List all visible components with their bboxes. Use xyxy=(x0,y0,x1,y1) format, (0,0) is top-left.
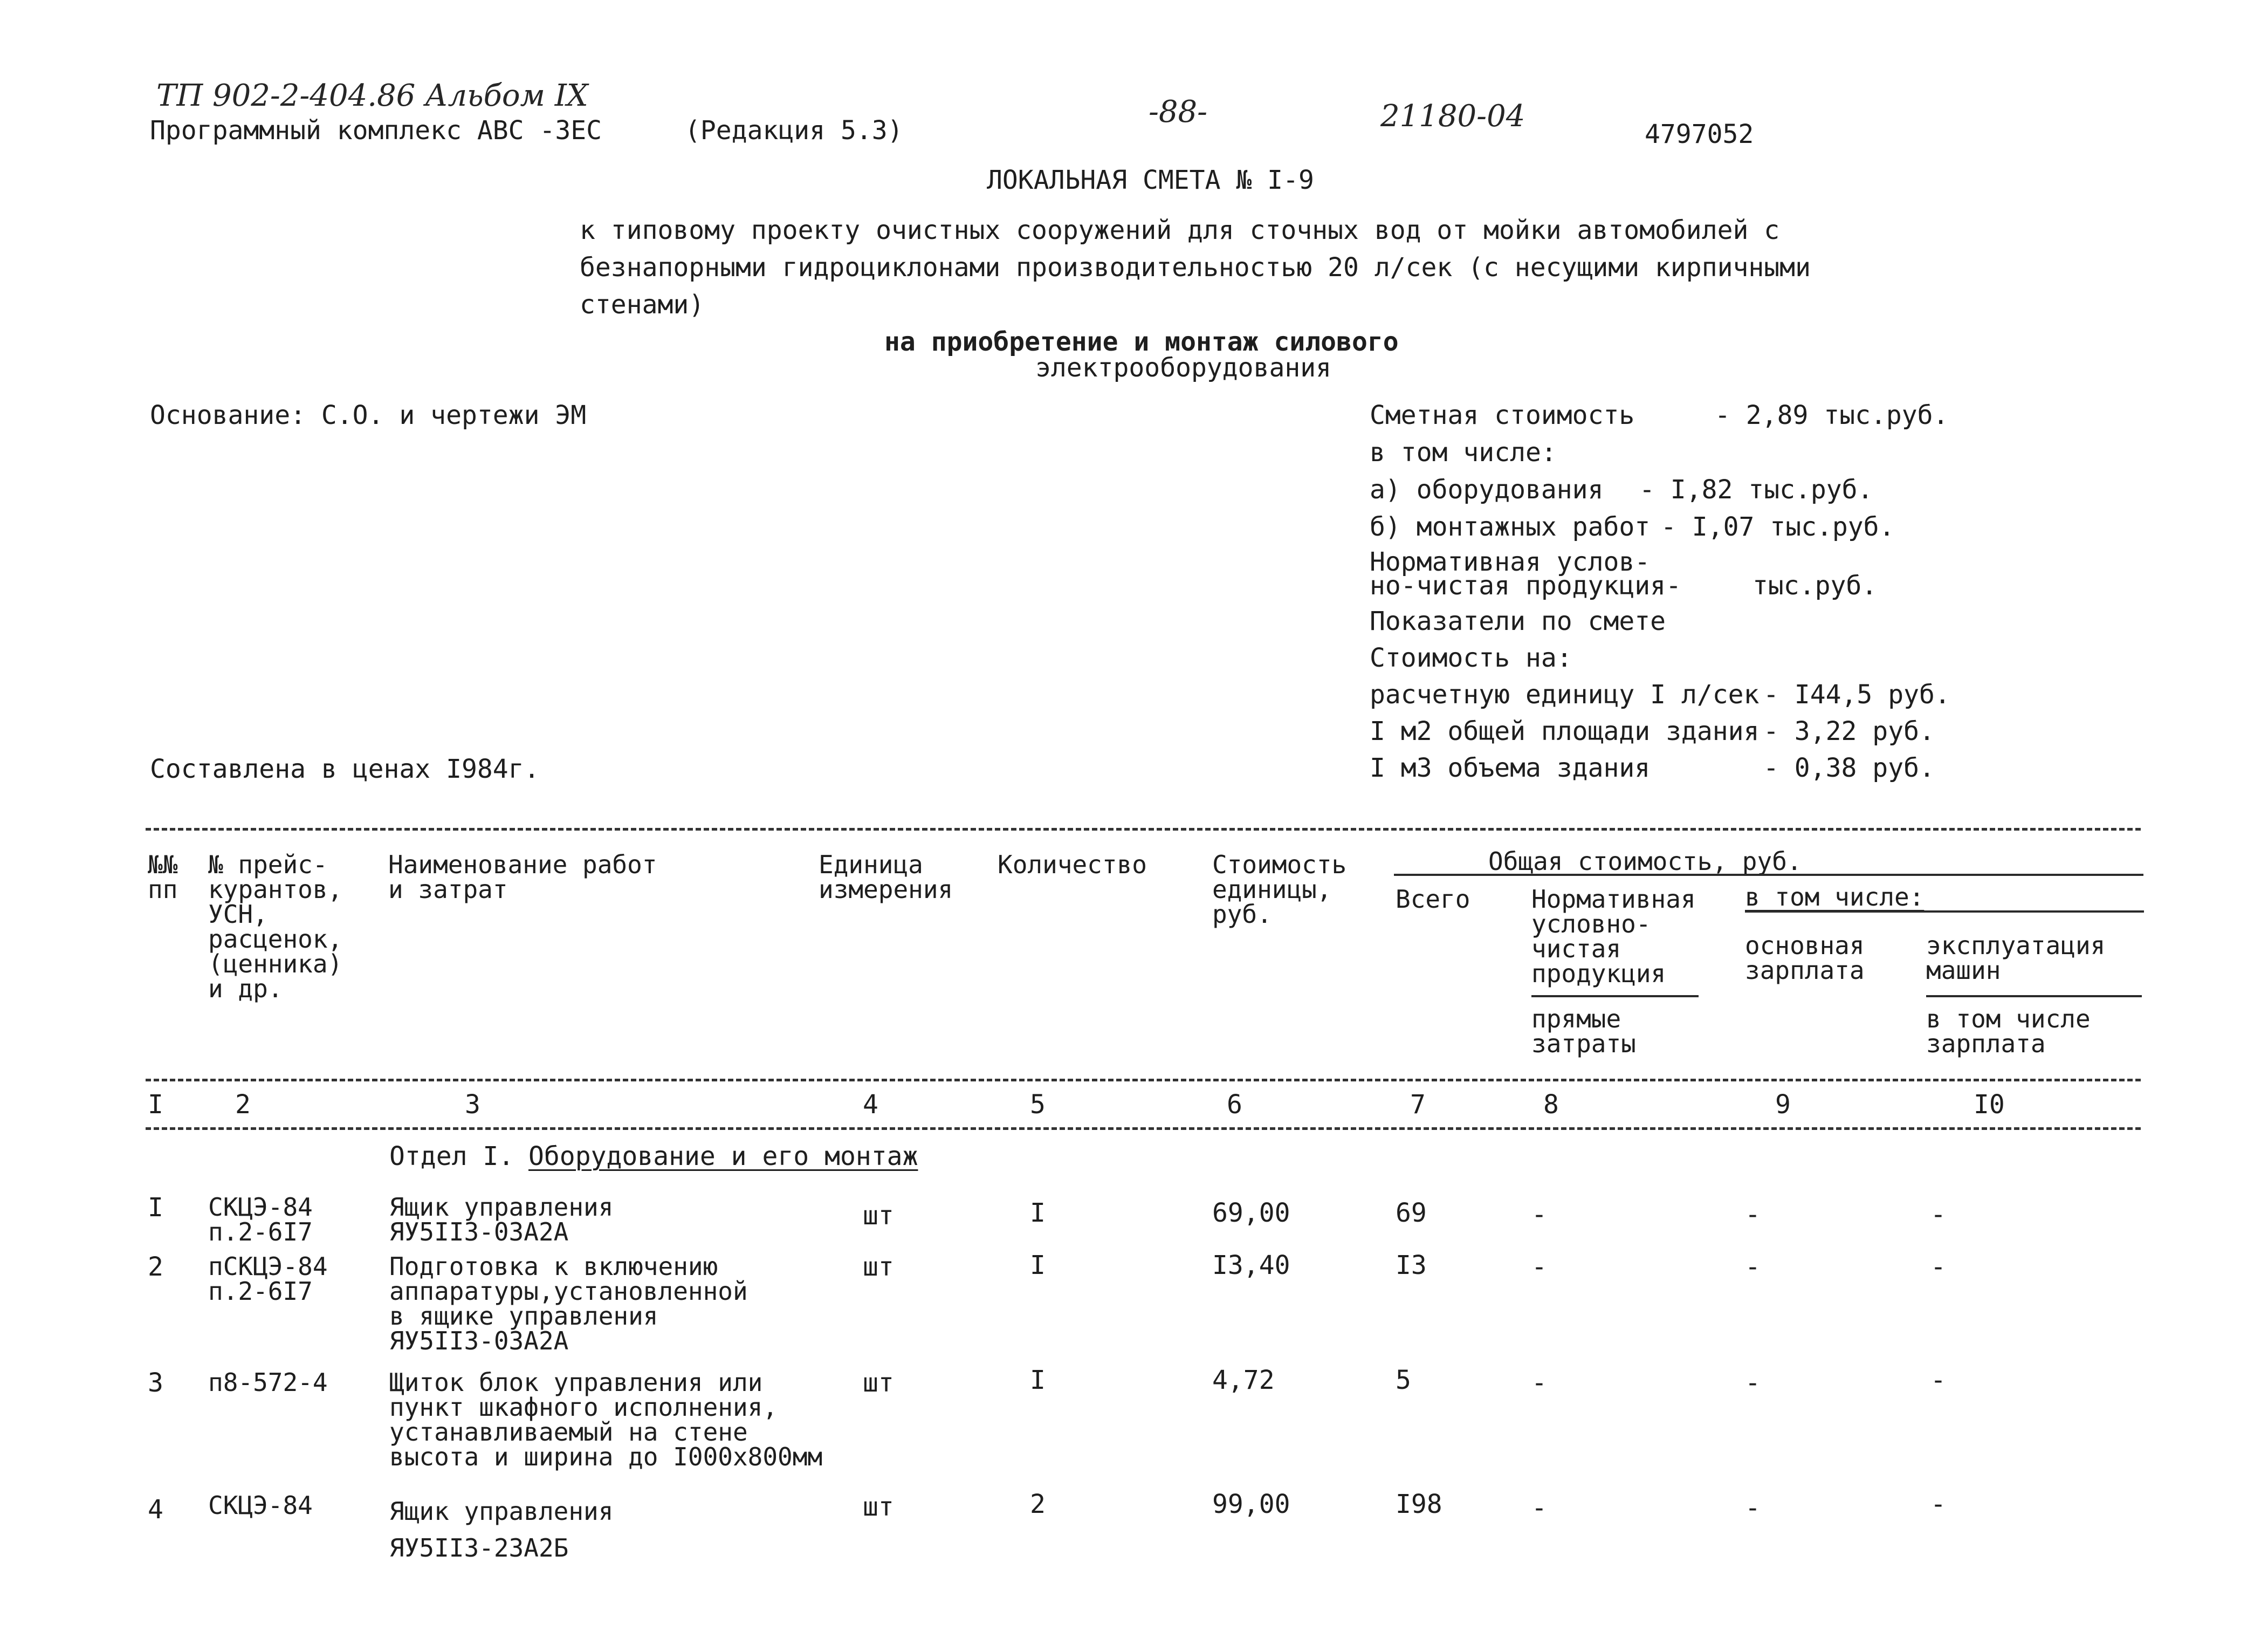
row-unit: шт xyxy=(863,1252,894,1282)
row-total: I3 xyxy=(1396,1250,1427,1280)
row-number: 3 xyxy=(148,1368,163,1398)
row-name: Подготовка к включению аппаратуры,установленной в ящике управления ЯУ5II3-03А2А xyxy=(389,1252,748,1355)
handwritten-code: 21180-04 xyxy=(1380,99,1525,134)
subtitle-line-2: электрооборудования xyxy=(1035,353,1332,383)
summary-normative-value: тыс.руб. xyxy=(1752,571,1878,601)
subtitle-line-1: на приобретение и монтаж силового xyxy=(884,327,1399,357)
row-quantity: I xyxy=(1030,1250,1046,1280)
summary-mounting-label: б) монтажных работ xyxy=(1370,512,1651,542)
col-number-7: 7 xyxy=(1410,1089,1426,1120)
row-base-salary: - xyxy=(1745,1252,1761,1282)
col-header-unit-cost: Стоимость единицы, руб. xyxy=(1212,850,1347,929)
row-quantity: I xyxy=(1030,1365,1046,1395)
row-price-code: СКЦЭ-84 п.2-6I7 xyxy=(208,1193,313,1246)
row-unit-cost: I3,40 xyxy=(1212,1250,1290,1280)
summary-indicators: Показатели по смете xyxy=(1370,606,1666,636)
col-number-9: 9 xyxy=(1775,1089,1791,1120)
total-group-rule xyxy=(1394,874,2143,876)
basis-text: Основание: С.О. и чертежи ЭМ xyxy=(150,400,587,430)
row-total: 69 xyxy=(1396,1198,1427,1228)
row-unit: шт xyxy=(863,1368,894,1398)
summary-cost-per: Стоимость на: xyxy=(1370,643,1572,673)
row-quantity: 2 xyxy=(1030,1489,1046,1519)
col-number-3: 3 xyxy=(465,1089,480,1120)
machine-ops-rule xyxy=(1926,995,2142,997)
row-machine-ops: - xyxy=(1930,1200,1946,1230)
row-machine-ops: - xyxy=(1930,1489,1946,1519)
summary-area-label: I м2 общей площади здания xyxy=(1370,716,1760,746)
title-line-3: стенами) xyxy=(580,290,705,320)
row-number: 4 xyxy=(148,1495,163,1525)
row-base-salary: - xyxy=(1745,1493,1761,1523)
row-unit: шт xyxy=(863,1492,894,1522)
row-normative: - xyxy=(1531,1493,1547,1523)
row-quantity: I xyxy=(1030,1198,1046,1228)
table-top-rule xyxy=(146,828,2141,831)
summary-volume-label: I м3 объема здания xyxy=(1370,753,1651,783)
col-header-price-code: № прейс- курантов, УСН, расценок, (ценника) и др. xyxy=(208,850,343,1003)
row-base-salary: - xyxy=(1745,1200,1761,1230)
row-base-salary: - xyxy=(1745,1368,1761,1398)
row-price-code: пСКЦЭ-84 п.2-6I7 xyxy=(208,1252,328,1306)
section-title: Оборудование и его монтаж xyxy=(528,1141,918,1171)
col-header-name: Наименование работ и затрат xyxy=(388,850,657,904)
program-name: Программный комплекс АВС -3ЕС xyxy=(150,115,602,146)
col-header-base-salary: основная зарплата xyxy=(1745,931,1865,985)
summary-cost-label: Сметная стоимость xyxy=(1370,400,1635,430)
summary-equipment-value: - I,82 тыс.руб. xyxy=(1639,475,1873,505)
row-price-code: п8-572-4 xyxy=(208,1368,328,1397)
row-unit-cost: 69,00 xyxy=(1212,1198,1290,1228)
col-header-incl-group: в том числе: xyxy=(1745,882,1925,912)
col-number-5: 5 xyxy=(1030,1089,1046,1120)
row-unit-cost: 4,72 xyxy=(1212,1365,1275,1395)
row-number: 2 xyxy=(148,1252,163,1282)
normative-rule xyxy=(1531,995,1699,997)
summary-area-value: - 3,22 руб. xyxy=(1763,716,1935,746)
row-price-code: СКЦЭ-84 xyxy=(208,1491,313,1520)
title-line-1: к типовому проекту очистных сооружений для сточных вод от мойки автомобилей с xyxy=(580,215,1780,245)
col-header-incl-salary: в том числе зарплата xyxy=(1926,1004,2091,1058)
row-machine-ops: - xyxy=(1930,1365,1946,1395)
col-header-total-group: Общая стоимость, руб. xyxy=(1488,847,1802,876)
row-number: I xyxy=(148,1193,163,1223)
col-header-total: Всего xyxy=(1396,885,1470,914)
summary-mounting-value: - I,07 тыс.руб. xyxy=(1661,512,1895,542)
document-number: 4797052 xyxy=(1645,119,1754,149)
title-line-2: безнапорными гидроциклонами производительностью 20 л/сек (с несущими кирпичными xyxy=(580,252,1811,283)
col-header-unit: Единица измерения xyxy=(819,850,953,904)
row-name: Ящик управления ЯУ5II3-23А2Б xyxy=(389,1497,614,1563)
row-normative: - xyxy=(1531,1200,1547,1230)
col-number-6: 6 xyxy=(1227,1089,1242,1120)
row-unit: шт xyxy=(863,1201,894,1231)
summary-normative-label-1: Нормативная услов- xyxy=(1370,547,1651,577)
col-header-quantity: Количество xyxy=(998,850,1147,879)
col-number-10: I0 xyxy=(1974,1089,2005,1120)
col-header-number: №№ пп xyxy=(148,850,178,904)
summary-normative-label-2: но-чистая продукция- xyxy=(1370,571,1681,601)
row-unit-cost: 99,00 xyxy=(1212,1489,1290,1519)
summary-equipment-label: а) оборудования xyxy=(1370,475,1604,505)
summary-unit-value: - I44,5 руб. xyxy=(1763,680,1950,710)
summary-unit-label: расчетную единицу I л/сек xyxy=(1370,680,1760,710)
row-normative: - xyxy=(1531,1368,1547,1398)
col-header-normative: Нормативная условно- чистая продукция xyxy=(1531,885,1696,988)
col-header-direct-costs: прямые затраты xyxy=(1531,1004,1636,1058)
row-machine-ops: - xyxy=(1930,1252,1946,1282)
estimate-heading: ЛОКАЛЬНАЯ СМЕТА № I-9 xyxy=(987,165,1314,195)
prices-year: Составлена в ценах I984г. xyxy=(150,754,540,784)
row-total: I98 xyxy=(1396,1489,1442,1519)
summary-incl: в том числе: xyxy=(1370,437,1557,468)
incl-group-rule xyxy=(1745,910,2144,913)
row-normative: - xyxy=(1531,1252,1547,1282)
page-number: -88- xyxy=(1149,94,1208,129)
column-number-bottom-rule xyxy=(146,1127,2141,1130)
col-number-8: 8 xyxy=(1543,1089,1559,1120)
column-number-top-rule xyxy=(146,1079,2141,1081)
summary-cost-value: - 2,89 тыс.руб. xyxy=(1715,400,1949,430)
col-header-machine-ops: эксплуатация машин xyxy=(1926,931,2106,985)
handwritten-album-ref: ТП 902-2-404.86 Альбом IX xyxy=(156,78,588,113)
summary-volume-value: - 0,38 руб. xyxy=(1763,753,1935,783)
col-number-2: 2 xyxy=(235,1089,251,1120)
section-prefix: Отдел I. xyxy=(389,1141,514,1171)
row-total: 5 xyxy=(1396,1365,1411,1395)
row-name: Щиток блок управления или пункт шкафного исполнения, устанавливаемый на стене высота и ширина до I000х800мм xyxy=(389,1368,823,1471)
col-number-4: 4 xyxy=(863,1089,878,1120)
col-number-1: I xyxy=(148,1089,163,1120)
edition-label: (Редакция 5.3) xyxy=(685,115,903,146)
row-name: Ящик управления ЯУ5II3-03А2А xyxy=(389,1193,614,1246)
